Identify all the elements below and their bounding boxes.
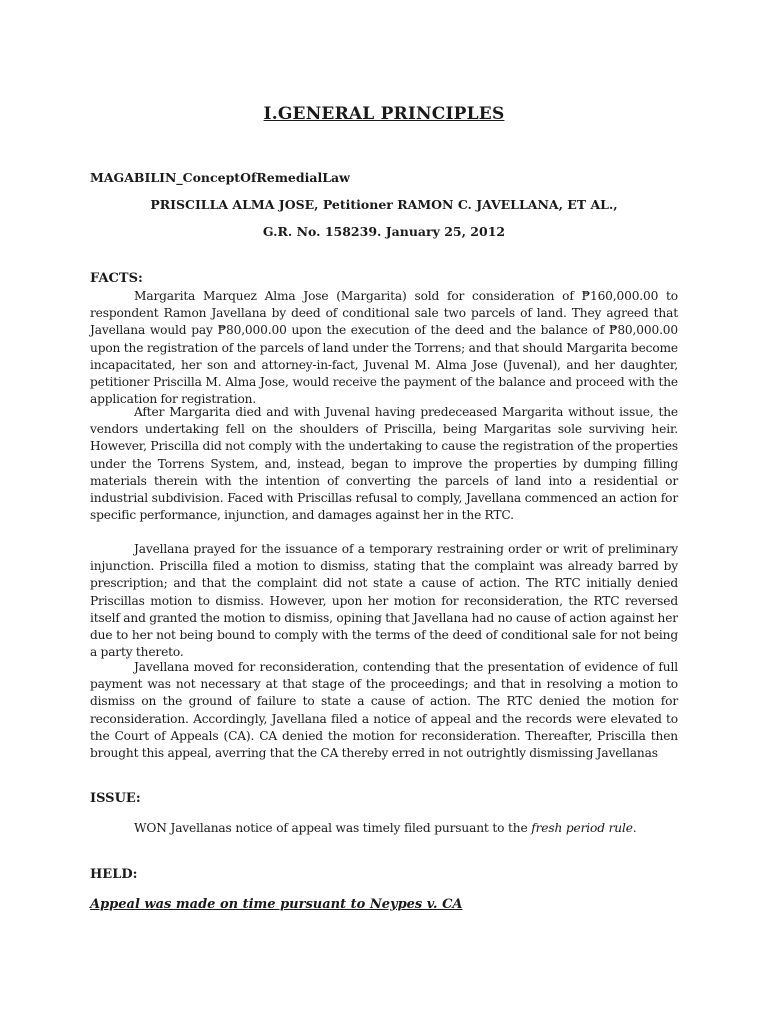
issue-text-end: . [632, 821, 637, 835]
facts-paragraph-3: Javellana prayed for the issuance of a temporary restraining order or writ of preliminary injunction. Priscilla filed a motion to dismiss, stating that the complaint was already barred by prescription; and that the complaint did not state a cause of action. The RTC initially denied Priscillas motion to dismiss. However, upon her motion for reconsideration, the RTC reversed itself and granted the motion to dismiss, opining that Javellana had no cause of action against her due to her not being bound to comply with the terms of the deed of conditional sale for not being a party thereto. [90, 542, 678, 660]
facts-paragraph-1: Margarita Marquez Alma Jose (Margarita) sold for consideration of ₱160,000.00 to respondent Ramon Javellana by deed of conditional sale two parcels of land. They agreed that Javellana would pay ₱80,000.00 upon the execution of the deed and the balance of ₱80,000.00 upon the registration of the parcels of land under the Torrens; and that should Margarita become incapacitated, her son and attorney-in-fact, Juvenal M. Alma Jose (Juvenal), and her daughter, petitioner Priscilla M. Alma Jose, would receive the payment of the balance and proceed with the application for registration. [90, 289, 678, 407]
facts-heading: FACTS: [90, 271, 143, 286]
issue-heading: ISSUE: [90, 791, 141, 806]
facts-paragraph-4: Javellana moved for reconsideration, contending that the presentation of evidence of full payment was not necessary at that stage of the proceedings; and that in resolving a motion to dismiss on the ground of failure to state a cause of action. The RTC denied the motion for reconsideration. Accordingly, Javellana filed a notice of appeal and the records were elevated to the Court of Appeals (CA). CA denied the motion for reconsideration. Thereafter, Priscilla then brought this appeal, averring that the CA thereby erred in not outrightly dismissing Javellanas [90, 660, 678, 761]
issue-text [134, 820, 637, 837]
case-number: G.R. No. 158239. January 25, 2012 [262, 224, 506, 239]
held-text: Appeal was made on time pursuant to Neypes v. CA [90, 897, 463, 912]
held-heading: HELD: [90, 867, 138, 882]
issue-text-emphasis: fresh period rule [531, 821, 633, 835]
facts-paragraph-2: After Margarita died and with Juvenal having predeceased Margarita without issue, the vendors undertaking fell on the shoulders of Priscilla, being Margaritas sole surviving heir. However, Priscilla did not comply with the undertaking to cause the registration of the properties under the Torrens System, and, instead, began to improve the properties by dumping filling materials therein with the intention of converting the parcels of land into a residential or industrial subdivision. Faced with Priscillas refusal to comply, Javellana commenced an action for specific performance, injunction, and damages against her in the RTC. [90, 405, 678, 523]
page-title: I.GENERAL PRINCIPLES [263, 104, 505, 124]
issue-text-lead: WON Javellanas notice of appeal was timely filed pursuant to the [134, 821, 532, 835]
file-label: MAGABILIN_ConceptOfRemedialLaw [90, 170, 350, 185]
case-parties: PRISCILLA ALMA JOSE, Petitioner RAMON C. JAVELLANA, ET AL., [150, 197, 618, 212]
